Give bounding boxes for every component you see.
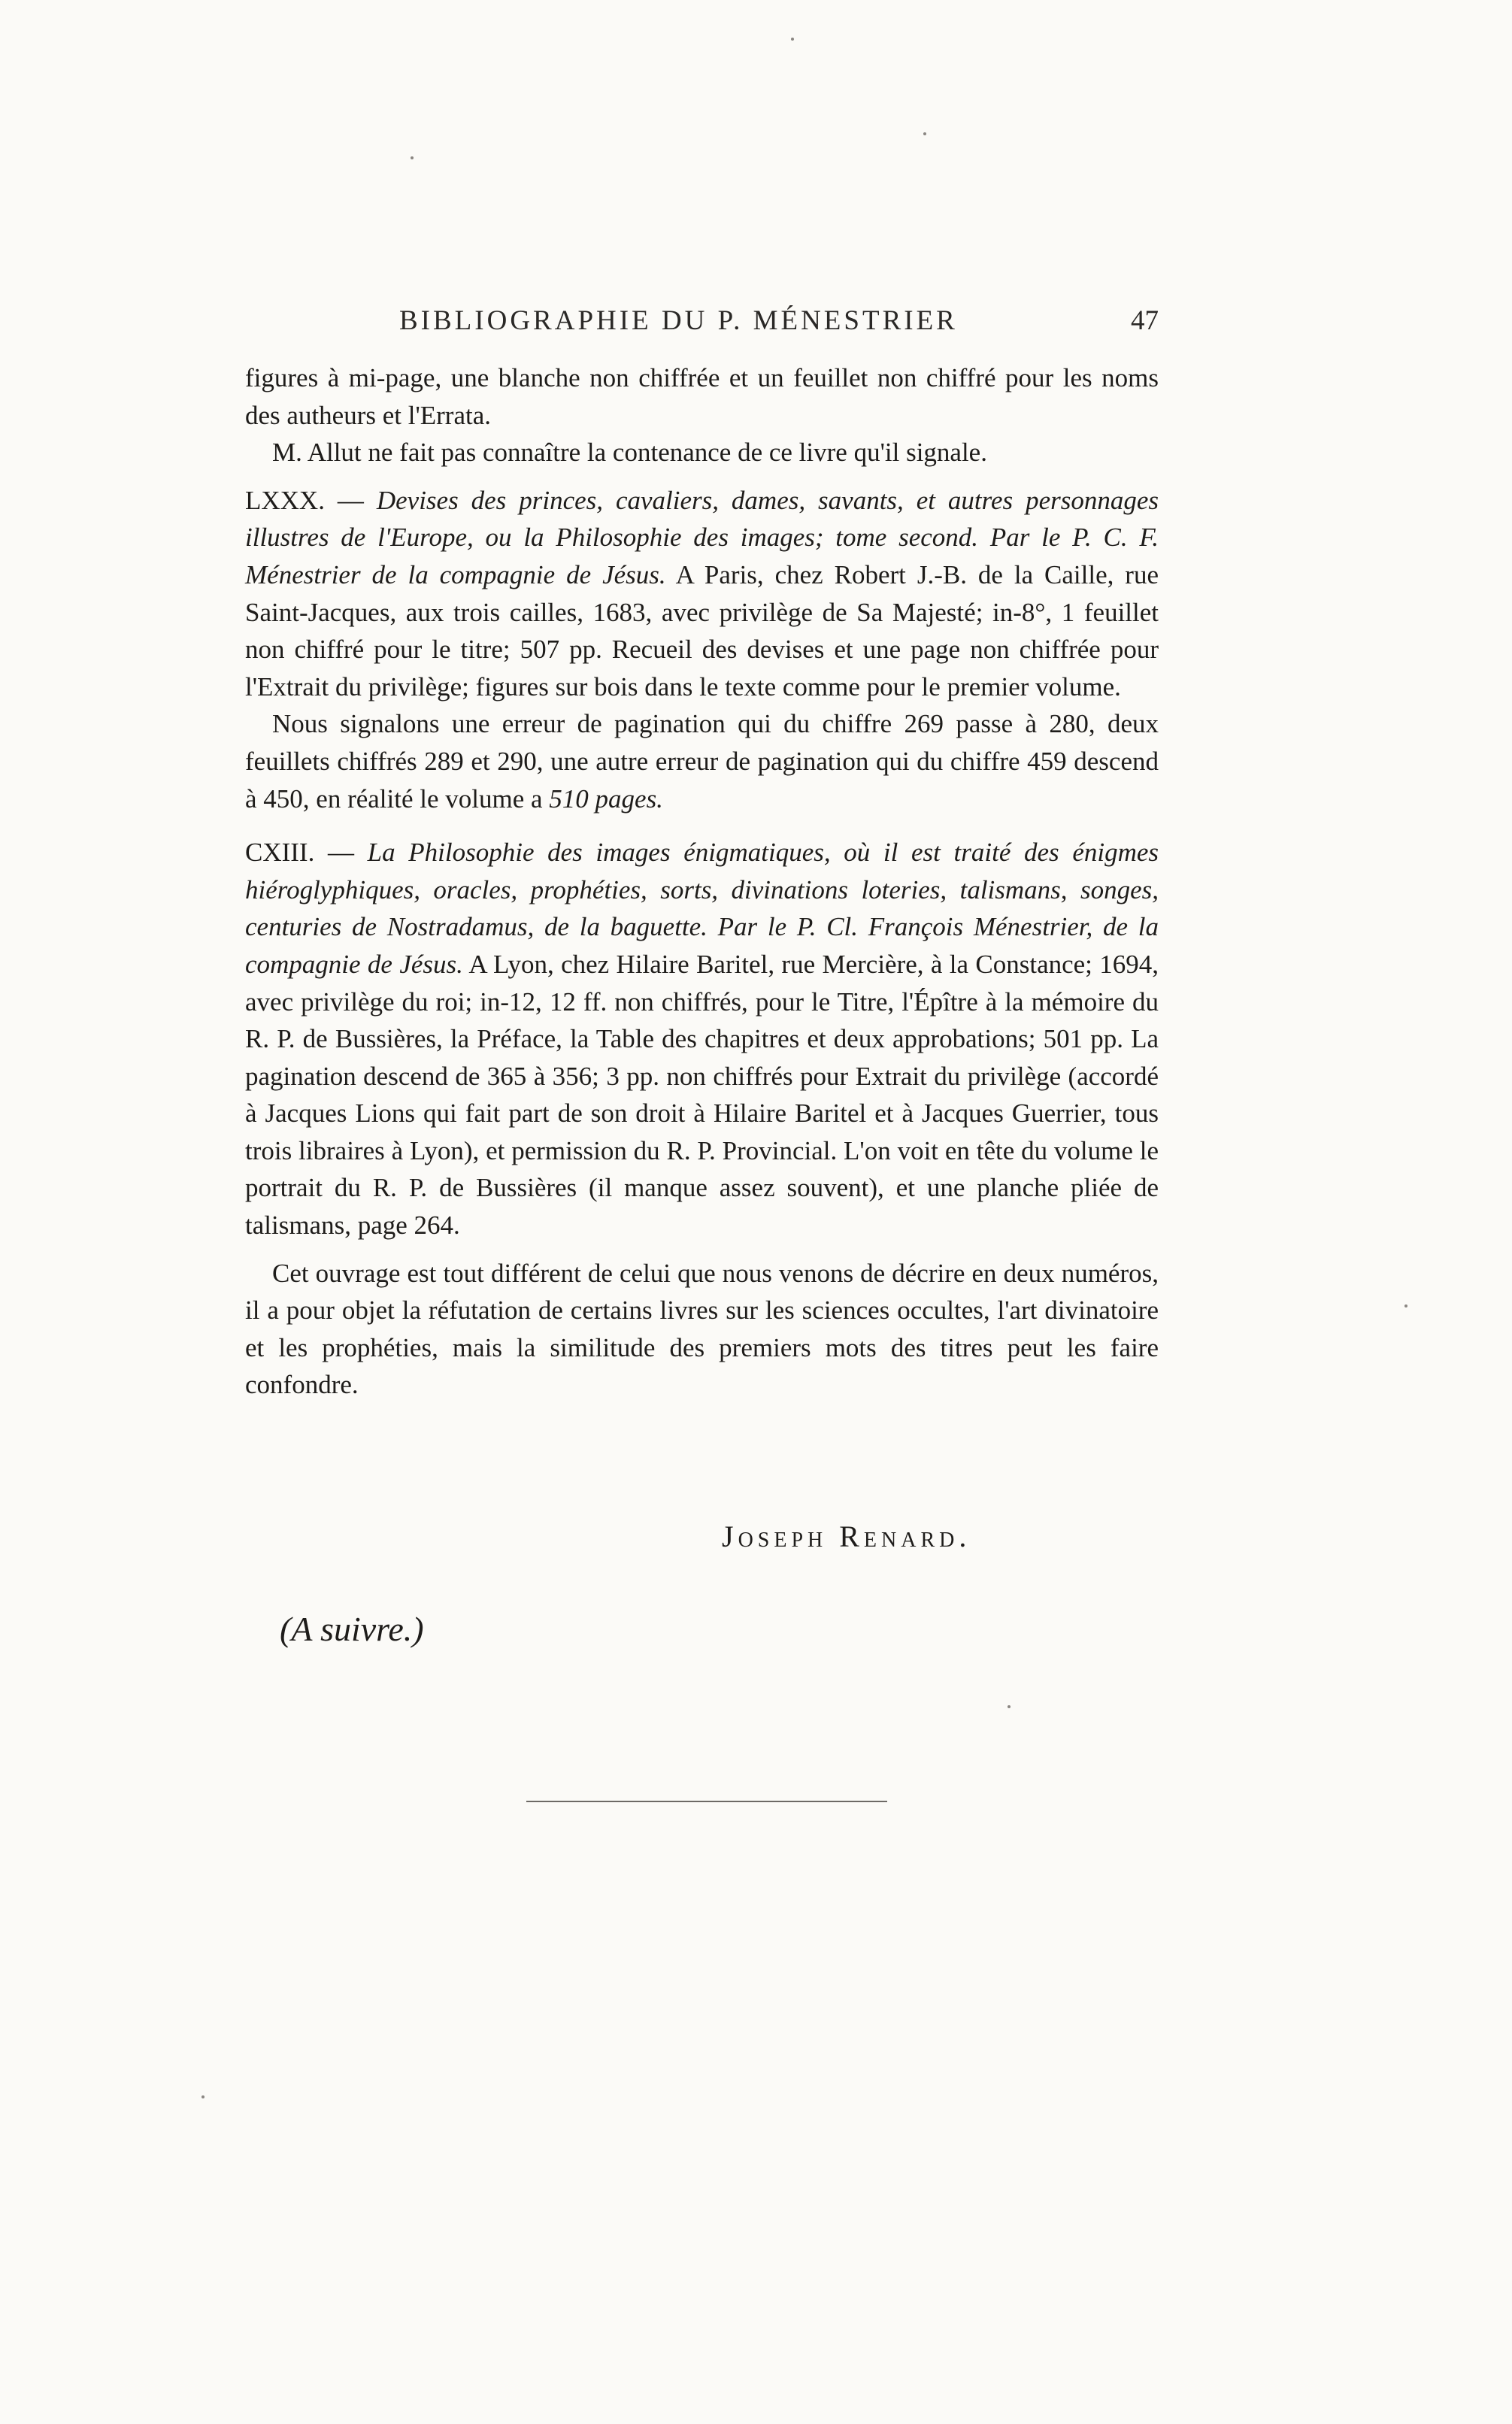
paragraph-allut: M. Allut ne fait pas connaître la contenance de ce livre qu'il signale. — [272, 438, 987, 468]
entry-description: A Lyon, chez Hilaire Baritel, rue Mercière, à la Constance; 1694, avec privilège du roi; in-12, 12 ff. non chiffrés, pour le Titre, l'Épître à la mémoire du R. P. de Bussières, la Préface, la Table des chapitres et deux approbations; 501 pp. La pagination descend de 365 à 356; 3 pp. non chiffrés pour Extrait du privilège (accordé à Jacques Lions qui fait part de son droit à Hilaire Baritel et à Jacques Guerrier, tous trois libraires à Lyon), et permission du R. P. Provincial. L'on voit en tête du volume le portrait du R. P. de Bussières (il manque assez souvent), et une planche pliée de talismans, page 264. — [245, 949, 1159, 1241]
entry-cxiii — [245, 834, 1159, 1244]
paper-speck — [923, 132, 926, 135]
paper-speck — [791, 38, 794, 41]
paper-speck — [411, 156, 414, 159]
entry-number: LXXX. — — [245, 485, 364, 515]
author-signature: Joseph Renard. — [722, 1520, 971, 1553]
running-title: BIBLIOGRAPHIE DU P. MÉNESTRIER — [399, 305, 958, 336]
entry-description: A Paris, chez Robert J.-B. de la Caille, rue Saint-Jacques, aux trois cailles, 1683, avec privilège de Sa Majesté; in-8°, 1 feuillet non chiffré pour le titre; 507 pp. Recueil des devises et une page non chiffrée pour l'Extrait du privilège; figures sur bois dans le texte comme pour le premier volume. — [245, 559, 1159, 701]
paragraph-conclusion: Cet ouvrage est tout différent de celui que nous venons de décrire en deux numéros, il a pour objet la réfutation de certains livres sur les sciences occultes, l'art divinatoire et les prophéties, mais la similitude des premiers mots des titres peut les faire confondre. — [245, 1258, 1159, 1400]
to-be-continued: (A suivre.) — [280, 1610, 424, 1648]
paper-speck — [201, 2095, 205, 2098]
paper-speck — [1404, 1304, 1407, 1307]
section-divider — [526, 1801, 887, 1802]
entry-lxxx — [245, 482, 1159, 706]
body-text — [245, 359, 1159, 1404]
paper-speck — [1007, 1705, 1011, 1708]
paragraph-continuation: figures à mi-page, une blanche non chiffrée et un feuillet non chiffré pour les noms des autheurs et l'Errata. — [245, 363, 1159, 430]
page-number: 47 — [1131, 305, 1159, 336]
paragraph-pagination-note: Nous signalons une erreur de pagination qui du chiffre 269 passe à 280, deux feuillets chiffrés 289 et 290, une autre erreur de pagination qui du chiffre 459 descend à 450, en réalité le volume a 510 pages. — [245, 709, 1159, 814]
entry-title: Devises des princes, cavaliers, dames, savants, et autres personnages illustres de l'Europe, ou la Philosophie des images; tome second. Par le P. C. F. Ménestrier de la compagnie de Jésus. — [245, 485, 1159, 589]
entry-number: CXIII. — — [245, 838, 354, 868]
entry-title: La Philosophie des images énigmatiques, où il est traité des énigmes hiéroglyphiques, oracles, prophéties, sorts, divinations loteries, talismans, songes, centuries de Nostradamus, de la baguette. Par le P. Cl. François Ménestrier, de la compagnie de Jésus. — [245, 838, 1159, 979]
